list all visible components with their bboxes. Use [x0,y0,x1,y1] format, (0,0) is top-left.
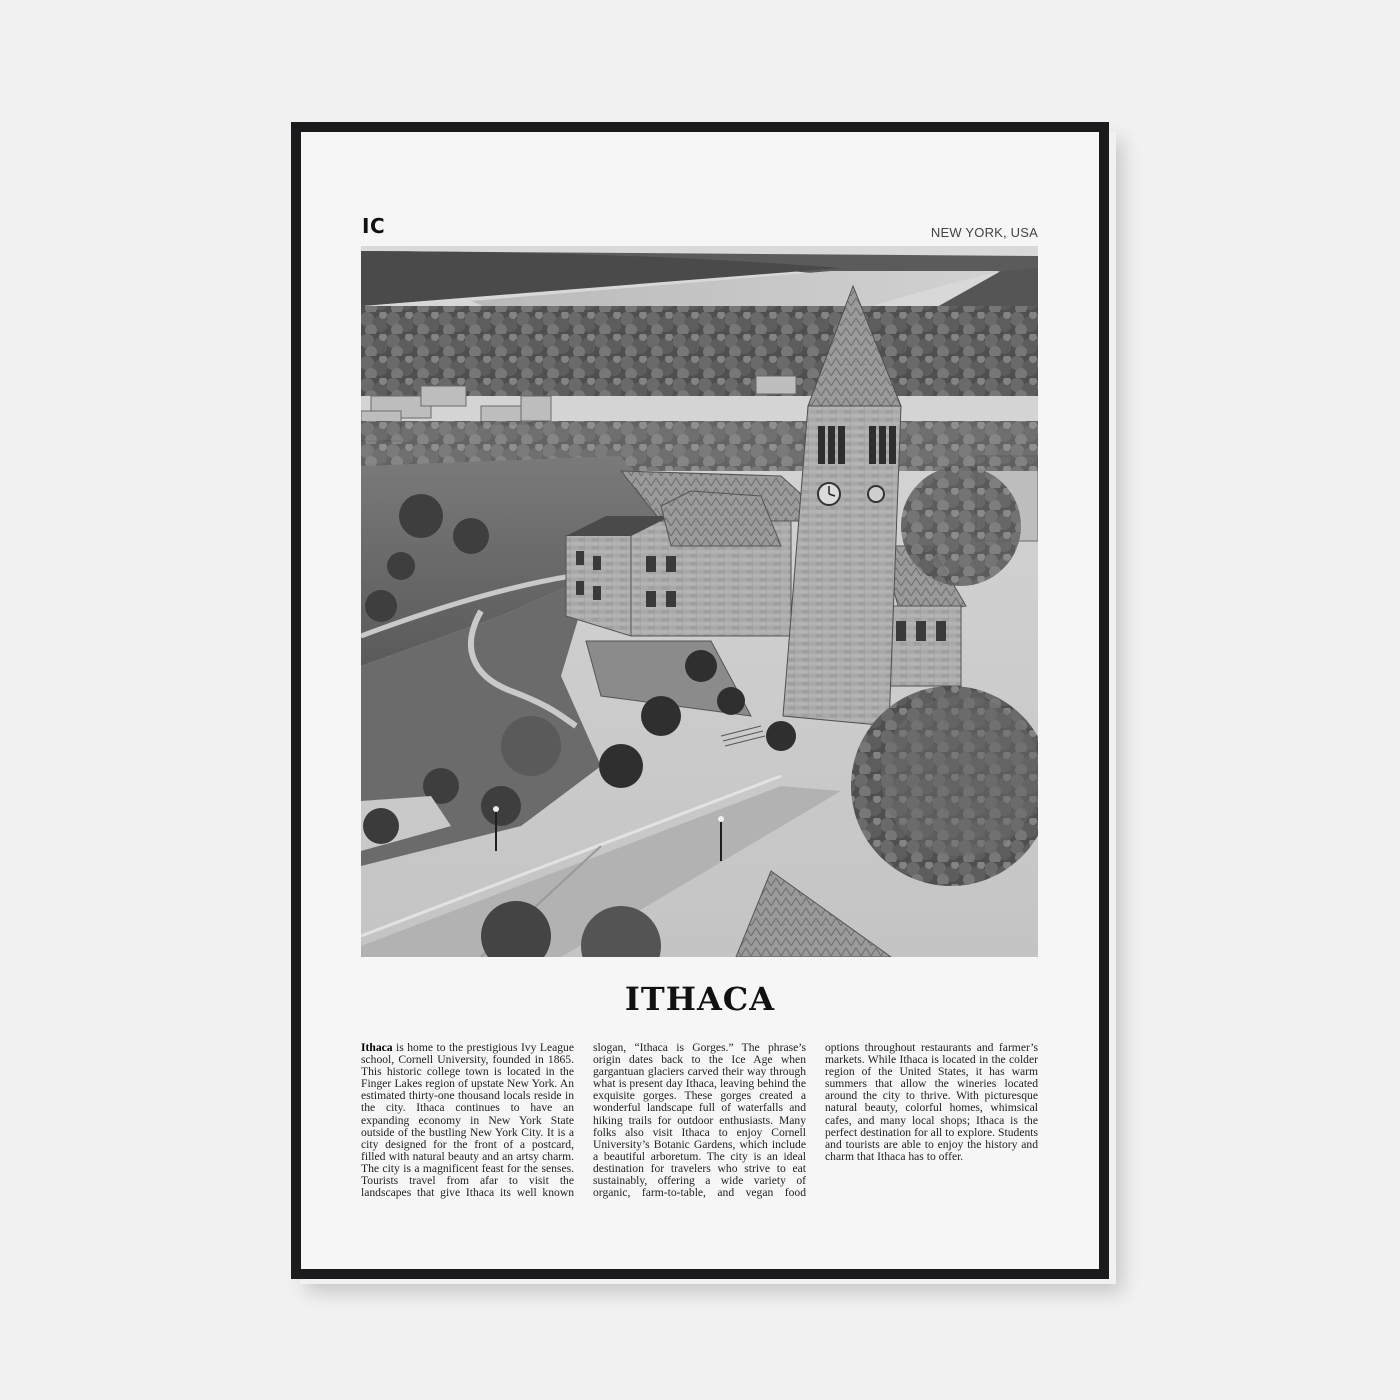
poster-frame [291,122,1109,1279]
aerial-photo-illustration [361,246,1038,957]
city-description [361,1042,1038,1202]
lead-word: Ithaca [361,1041,393,1054]
city-code: IC [362,214,386,238]
description-body: is home to the prestigious Ivy League school, Cornell University, founded in 1865. This historic college town is located in the Finger Lakes region of upstate New York. An estimated thirty-one thousand locals reside in the city. Ithaca continues to have an expanding economy in New York State outside of the bustling New York City. It is a city designed for the front of a postcard, filled with natural beauty and an artsy charm. The city is a magnificent feast for the senses. Tourists travel from afar to visit the landscapes that give Ithaca its well known slogan, “Ithaca is Gorges.” The phrase’s origin dates back to the Ice Age when gargantuan glaciers carved their way through what is present day Ithaca, leaving behind the exquisite gorges. These gorges created a wonderful landscape full of waterfalls and hiking trails for outdoor enthusiasts. Many folks also visit Ithaca to enjoy Cornell University’s Botanic Gardens, which include a beautiful arboretum. The city is an ideal destination for travelers who strive to eat sustainably, offering a wide variety of organic, farm-to-table, and vegan food options throughout restaurants and farmer’s markets. While Ithaca is located in the colder region of the United States, it has warm summers that allow the wineries located around the city to thrive. With picturesque natural beauty, colorful homes, whimsical cafes, and many local shops; Ithaca is the perfect destination for all to explore. Students and tourists are able to enjoy the history and charm that Ithaca has to offer. [361,1041,1038,1200]
poster-print [301,132,1099,1269]
city-title: ITHACA [624,980,776,1018]
city-photo [361,246,1038,957]
region-label: NEW YORK, USA [930,225,1038,240]
